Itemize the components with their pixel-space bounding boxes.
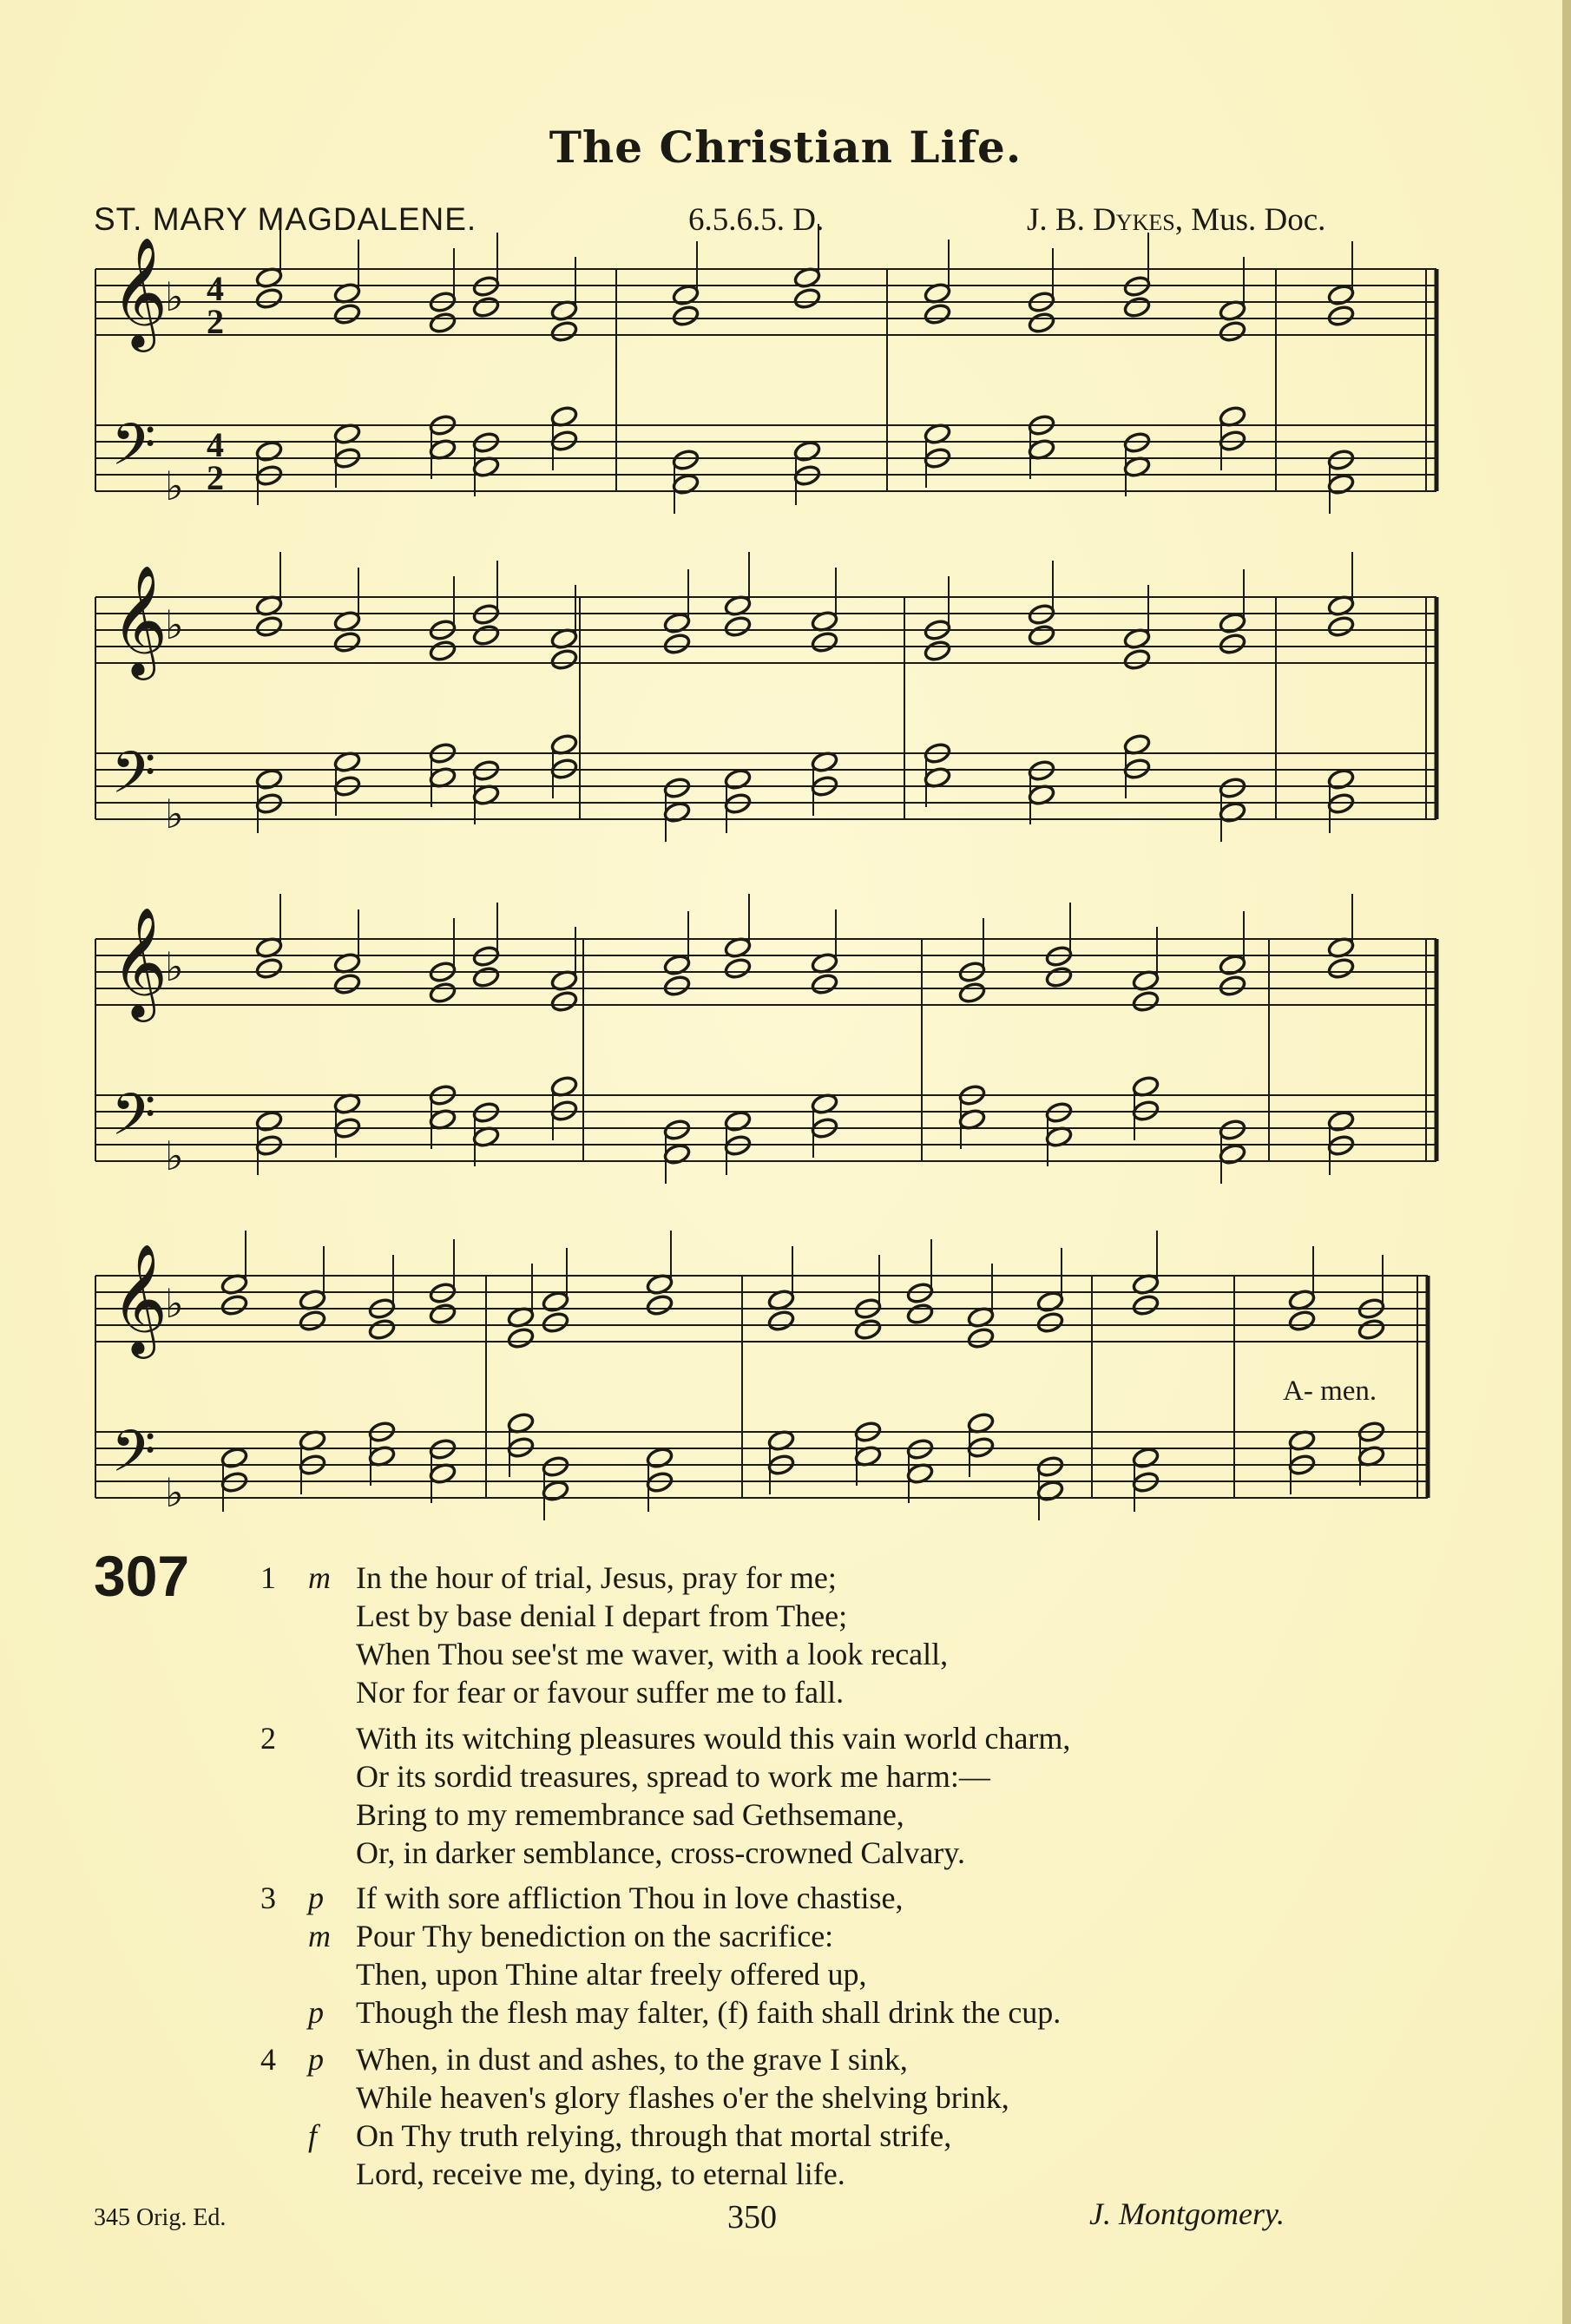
half-note bbox=[1219, 612, 1246, 634]
half-note bbox=[550, 320, 578, 343]
half-note bbox=[542, 1480, 569, 1502]
half-note bbox=[550, 627, 578, 650]
verse-line: If with sore affliction Thou in love chastise, bbox=[356, 1881, 904, 1915]
half-note bbox=[811, 1117, 838, 1139]
verse-line: Lest by base denial I depart from Thee; bbox=[356, 1599, 848, 1633]
half-note bbox=[811, 973, 838, 995]
half-note bbox=[811, 751, 838, 773]
half-note bbox=[1132, 1075, 1160, 1098]
half-note bbox=[1219, 975, 1246, 997]
half-note bbox=[793, 440, 821, 463]
half-note bbox=[333, 447, 361, 469]
half-note bbox=[299, 1289, 326, 1311]
half-note bbox=[1357, 1445, 1385, 1467]
half-note bbox=[724, 594, 752, 617]
half-note bbox=[1288, 1289, 1316, 1311]
half-note bbox=[906, 1438, 934, 1461]
half-note bbox=[1028, 784, 1055, 806]
half-note bbox=[472, 759, 500, 782]
half-note bbox=[507, 1436, 535, 1459]
half-note bbox=[646, 1273, 674, 1296]
time-signature-upper: 4 bbox=[207, 425, 224, 464]
half-note bbox=[906, 1303, 934, 1325]
tune-name: ST. MARY MAGDALENE. bbox=[94, 201, 477, 237]
half-note bbox=[924, 742, 951, 765]
half-note bbox=[1219, 777, 1246, 799]
half-note bbox=[906, 1282, 934, 1304]
verse-line: Lord, receive me, dying, to eternal life. bbox=[356, 2157, 845, 2191]
half-note bbox=[793, 287, 821, 310]
half-note bbox=[724, 615, 752, 638]
half-note bbox=[724, 768, 752, 791]
verse-line: Or its sordid treasures, spread to work me harm:— bbox=[356, 1759, 990, 1794]
bass-clef-icon: 𝄢 bbox=[111, 411, 156, 492]
half-note bbox=[542, 1455, 569, 1478]
half-note bbox=[672, 473, 700, 496]
half-note bbox=[1327, 936, 1355, 959]
half-note bbox=[1132, 1471, 1160, 1494]
dynamic-marking: p bbox=[308, 1995, 324, 2030]
half-note bbox=[429, 1438, 457, 1461]
half-note bbox=[299, 1454, 326, 1476]
time-signature-lower: 2 bbox=[207, 458, 224, 497]
half-note bbox=[1327, 792, 1355, 815]
half-note bbox=[255, 615, 283, 638]
half-note bbox=[1327, 449, 1355, 471]
half-note bbox=[1219, 430, 1246, 452]
half-note bbox=[1219, 954, 1246, 976]
amen-label: A- men. bbox=[1283, 1375, 1377, 1407]
half-note bbox=[299, 1310, 326, 1332]
half-note bbox=[1036, 1290, 1064, 1313]
half-note bbox=[1357, 1297, 1385, 1320]
half-note bbox=[429, 312, 457, 334]
half-note bbox=[507, 1306, 535, 1329]
half-note bbox=[1219, 405, 1246, 428]
half-note bbox=[255, 936, 283, 959]
half-note bbox=[333, 610, 361, 633]
half-note bbox=[550, 1075, 578, 1098]
half-note bbox=[1028, 312, 1055, 334]
half-note bbox=[550, 299, 578, 322]
half-note bbox=[220, 1471, 248, 1494]
verse-line: Then, upon Thine altar freely offered up, bbox=[356, 1957, 867, 1992]
half-note bbox=[663, 612, 691, 634]
half-note bbox=[811, 1093, 838, 1115]
half-note bbox=[255, 768, 283, 791]
half-note bbox=[220, 1447, 248, 1469]
flat-key-signature-icon: ♭ bbox=[165, 601, 184, 648]
half-note bbox=[542, 1290, 569, 1313]
half-note bbox=[767, 1429, 795, 1452]
half-note bbox=[1327, 1134, 1355, 1157]
page-number: 350 bbox=[727, 2199, 777, 2235]
half-note bbox=[255, 287, 283, 310]
half-note bbox=[724, 1110, 752, 1132]
half-note bbox=[550, 758, 578, 780]
half-note bbox=[472, 624, 500, 647]
half-note bbox=[507, 1412, 535, 1434]
half-note bbox=[1045, 945, 1073, 968]
verse-line: Though the flesh may falter, (f) faith shall drink the cup. bbox=[356, 1995, 1062, 2030]
half-note bbox=[472, 945, 500, 968]
half-note bbox=[1219, 1119, 1246, 1141]
half-note bbox=[663, 1143, 691, 1165]
half-note bbox=[967, 1436, 995, 1459]
half-note bbox=[924, 447, 951, 469]
half-note bbox=[924, 423, 951, 445]
flat-key-signature-icon: ♭ bbox=[165, 943, 184, 990]
half-note bbox=[811, 610, 838, 633]
half-note bbox=[854, 1297, 882, 1320]
half-note bbox=[967, 1412, 995, 1434]
half-note bbox=[646, 1294, 674, 1316]
half-note bbox=[220, 1294, 248, 1316]
flat-key-signature-icon: ♭ bbox=[165, 273, 184, 320]
treble-clef-icon: 𝄞 bbox=[111, 564, 168, 675]
half-note bbox=[958, 961, 986, 983]
half-note bbox=[672, 449, 700, 471]
half-note bbox=[958, 1084, 986, 1106]
verse-line: In the hour of trial, Jesus, pray for me; bbox=[356, 1560, 837, 1595]
flat-key-signature-icon: ♭ bbox=[165, 791, 184, 837]
half-note bbox=[663, 954, 691, 976]
half-note bbox=[1132, 990, 1160, 1013]
flat-key-signature-icon: ♭ bbox=[165, 1469, 184, 1516]
half-note bbox=[1327, 594, 1355, 617]
half-note bbox=[793, 464, 821, 487]
verse-number: 4 bbox=[260, 2042, 276, 2077]
half-note bbox=[811, 775, 838, 798]
verse-line: Or, in darker semblance, cross-crowned Calvary. bbox=[356, 1835, 965, 1870]
page-edge bbox=[1562, 0, 1571, 2324]
verse-line: With its witching pleasures would this vain world charm, bbox=[356, 1721, 1071, 1756]
half-note bbox=[1045, 1101, 1073, 1124]
half-note bbox=[958, 981, 986, 1004]
half-note bbox=[854, 1318, 882, 1341]
half-note bbox=[429, 961, 457, 983]
half-note bbox=[333, 775, 361, 798]
half-note bbox=[767, 1310, 795, 1332]
half-note bbox=[854, 1421, 882, 1443]
half-note bbox=[472, 1126, 500, 1148]
half-note bbox=[333, 751, 361, 773]
half-note bbox=[472, 456, 500, 478]
half-note bbox=[333, 303, 361, 325]
half-note bbox=[663, 1119, 691, 1141]
half-note bbox=[255, 1110, 283, 1132]
half-note bbox=[333, 1117, 361, 1139]
verse-line: On Thy truth relying, through that mortal strife, bbox=[356, 2118, 952, 2153]
half-note bbox=[550, 990, 578, 1013]
half-note bbox=[1132, 1100, 1160, 1122]
half-note bbox=[550, 648, 578, 671]
half-note bbox=[1327, 473, 1355, 496]
bass-clef-icon: 𝄢 bbox=[111, 1081, 156, 1162]
verse-number: 2 bbox=[260, 1721, 276, 1756]
half-note bbox=[646, 1471, 674, 1494]
half-note bbox=[1123, 456, 1151, 478]
half-note bbox=[1219, 1143, 1246, 1165]
half-note bbox=[724, 957, 752, 980]
composer-surname: Dykes bbox=[1093, 202, 1175, 238]
half-note bbox=[333, 423, 361, 445]
half-note bbox=[924, 619, 951, 641]
half-note bbox=[550, 405, 578, 428]
half-note bbox=[429, 981, 457, 1004]
half-note bbox=[646, 1447, 674, 1469]
half-note bbox=[1123, 275, 1151, 298]
half-note bbox=[663, 801, 691, 824]
half-note bbox=[472, 784, 500, 806]
half-note bbox=[1327, 957, 1355, 980]
half-note bbox=[924, 640, 951, 662]
half-note bbox=[811, 952, 838, 975]
original-edition-ref: 345 Orig. Ed. bbox=[94, 2204, 227, 2231]
half-note bbox=[1123, 627, 1151, 650]
verse-number: 1 bbox=[260, 1560, 276, 1595]
half-note bbox=[1028, 624, 1055, 647]
half-note bbox=[255, 792, 283, 815]
half-note bbox=[255, 266, 283, 289]
verse-line: Bring to my remembrance sad Gethsemane, bbox=[356, 1797, 904, 1832]
time-signature-lower: 2 bbox=[207, 302, 224, 341]
hymn-number: 307 bbox=[94, 1544, 190, 1608]
half-note bbox=[1219, 633, 1246, 655]
meter: 6.5.6.5. D. bbox=[688, 202, 825, 238]
half-note bbox=[1036, 1311, 1064, 1334]
composer-prefix: J. B. bbox=[1027, 202, 1094, 238]
half-note bbox=[663, 777, 691, 799]
half-note bbox=[672, 305, 700, 327]
verse-line: Nor for fear or favour suffer me to fall. bbox=[356, 1675, 845, 1710]
half-note bbox=[429, 1462, 457, 1485]
half-note bbox=[1327, 305, 1355, 327]
half-note bbox=[1045, 966, 1073, 988]
half-note bbox=[1327, 1110, 1355, 1132]
half-note bbox=[924, 303, 951, 325]
bass-clef-icon: 𝄢 bbox=[111, 1418, 156, 1499]
half-note bbox=[1219, 299, 1246, 322]
half-note bbox=[429, 640, 457, 662]
half-note bbox=[1028, 291, 1055, 313]
half-note bbox=[429, 1282, 457, 1304]
half-note bbox=[1327, 768, 1355, 791]
half-note bbox=[299, 1429, 326, 1452]
half-note bbox=[1132, 969, 1160, 992]
half-note bbox=[958, 1108, 986, 1131]
treble-clef-icon: 𝄞 bbox=[111, 1243, 168, 1354]
half-note bbox=[724, 792, 752, 815]
half-note bbox=[429, 1108, 457, 1131]
half-note bbox=[550, 969, 578, 992]
half-note bbox=[854, 1445, 882, 1467]
half-note bbox=[724, 1134, 752, 1157]
half-note bbox=[220, 1273, 248, 1296]
verse-line: When Thou see'st me waver, with a look recall, bbox=[356, 1637, 949, 1671]
half-note bbox=[542, 1311, 569, 1334]
half-note bbox=[1288, 1310, 1316, 1332]
half-note bbox=[1028, 414, 1055, 437]
half-note bbox=[1357, 1318, 1385, 1341]
half-note bbox=[1123, 296, 1151, 318]
composer bbox=[1027, 201, 1325, 239]
section-title: The Christian Life. bbox=[549, 121, 1022, 173]
treble-clef-icon: 𝄞 bbox=[111, 236, 168, 347]
half-note bbox=[429, 1303, 457, 1325]
half-note bbox=[333, 973, 361, 995]
dynamic-marking: p bbox=[308, 1881, 324, 1915]
half-note bbox=[333, 282, 361, 305]
half-note bbox=[811, 631, 838, 653]
verse-line: Pour Thy benediction on the sacrifice: bbox=[356, 1919, 834, 1953]
flat-key-signature-icon: ♭ bbox=[165, 463, 184, 509]
half-note bbox=[507, 1327, 535, 1349]
half-note bbox=[1028, 603, 1055, 626]
half-note bbox=[550, 430, 578, 452]
half-note bbox=[767, 1454, 795, 1476]
half-note bbox=[1219, 801, 1246, 824]
half-note bbox=[429, 1084, 457, 1106]
half-note bbox=[255, 464, 283, 487]
half-note bbox=[429, 742, 457, 765]
half-note bbox=[1327, 615, 1355, 638]
half-note bbox=[1123, 648, 1151, 671]
half-note bbox=[924, 282, 951, 305]
half-note bbox=[472, 1101, 500, 1124]
half-note bbox=[1288, 1454, 1316, 1476]
half-note bbox=[967, 1306, 995, 1329]
half-note bbox=[255, 1134, 283, 1157]
half-note bbox=[472, 966, 500, 988]
verse-line: When, in dust and ashes, to the grave I sink, bbox=[356, 2042, 908, 2077]
half-note bbox=[663, 633, 691, 655]
half-note bbox=[1288, 1429, 1316, 1452]
half-note bbox=[333, 952, 361, 975]
half-note bbox=[1327, 284, 1355, 306]
verse-number: 3 bbox=[260, 1881, 276, 1915]
half-note bbox=[1045, 1126, 1073, 1148]
half-note bbox=[1123, 733, 1151, 756]
half-note bbox=[1219, 320, 1246, 343]
treble-clef-icon: 𝄞 bbox=[111, 906, 168, 1017]
verse-line: While heaven's glory flashes o'er the shelving brink, bbox=[356, 2080, 1009, 2115]
half-note bbox=[368, 1318, 396, 1341]
half-note bbox=[967, 1327, 995, 1349]
half-note bbox=[368, 1445, 396, 1467]
half-note bbox=[550, 1100, 578, 1122]
half-note bbox=[472, 296, 500, 318]
half-note bbox=[672, 284, 700, 306]
half-note bbox=[333, 631, 361, 653]
half-note bbox=[1036, 1455, 1064, 1478]
half-note bbox=[255, 594, 283, 617]
half-note bbox=[333, 1093, 361, 1115]
half-note bbox=[1123, 431, 1151, 454]
half-note bbox=[924, 766, 951, 789]
dynamic-marking: m bbox=[308, 1919, 331, 1953]
flat-key-signature-icon: ♭ bbox=[165, 1132, 184, 1179]
dynamic-marking: m bbox=[308, 1560, 331, 1595]
half-note bbox=[1132, 1273, 1160, 1296]
half-note bbox=[906, 1462, 934, 1485]
half-note bbox=[1123, 758, 1151, 780]
half-note bbox=[429, 766, 457, 789]
half-note bbox=[550, 733, 578, 756]
half-note bbox=[1132, 1294, 1160, 1316]
half-note bbox=[429, 438, 457, 461]
half-note bbox=[1028, 438, 1055, 461]
half-note bbox=[1036, 1480, 1064, 1502]
half-note bbox=[1132, 1447, 1160, 1469]
half-note bbox=[472, 603, 500, 626]
author: J. Montgomery. bbox=[1089, 2196, 1285, 2231]
half-note bbox=[472, 431, 500, 454]
half-note bbox=[368, 1421, 396, 1443]
half-note bbox=[1028, 759, 1055, 782]
half-note bbox=[1357, 1421, 1385, 1443]
half-note bbox=[724, 936, 752, 959]
half-note bbox=[793, 266, 821, 289]
time-signature-upper: 4 bbox=[207, 269, 224, 308]
half-note bbox=[255, 957, 283, 980]
flat-key-signature-icon: ♭ bbox=[165, 1280, 184, 1327]
half-note bbox=[429, 291, 457, 313]
half-note bbox=[429, 414, 457, 437]
half-note bbox=[368, 1297, 396, 1320]
half-note bbox=[255, 440, 283, 463]
bass-clef-icon: 𝄢 bbox=[111, 739, 156, 820]
half-note bbox=[663, 975, 691, 997]
half-note bbox=[429, 619, 457, 641]
composer-suffix: , Mus. Doc. bbox=[1174, 202, 1326, 238]
dynamic-marking: p bbox=[308, 2042, 324, 2077]
half-note bbox=[472, 275, 500, 298]
half-note bbox=[767, 1289, 795, 1311]
dynamic-marking: f bbox=[308, 2118, 318, 2153]
